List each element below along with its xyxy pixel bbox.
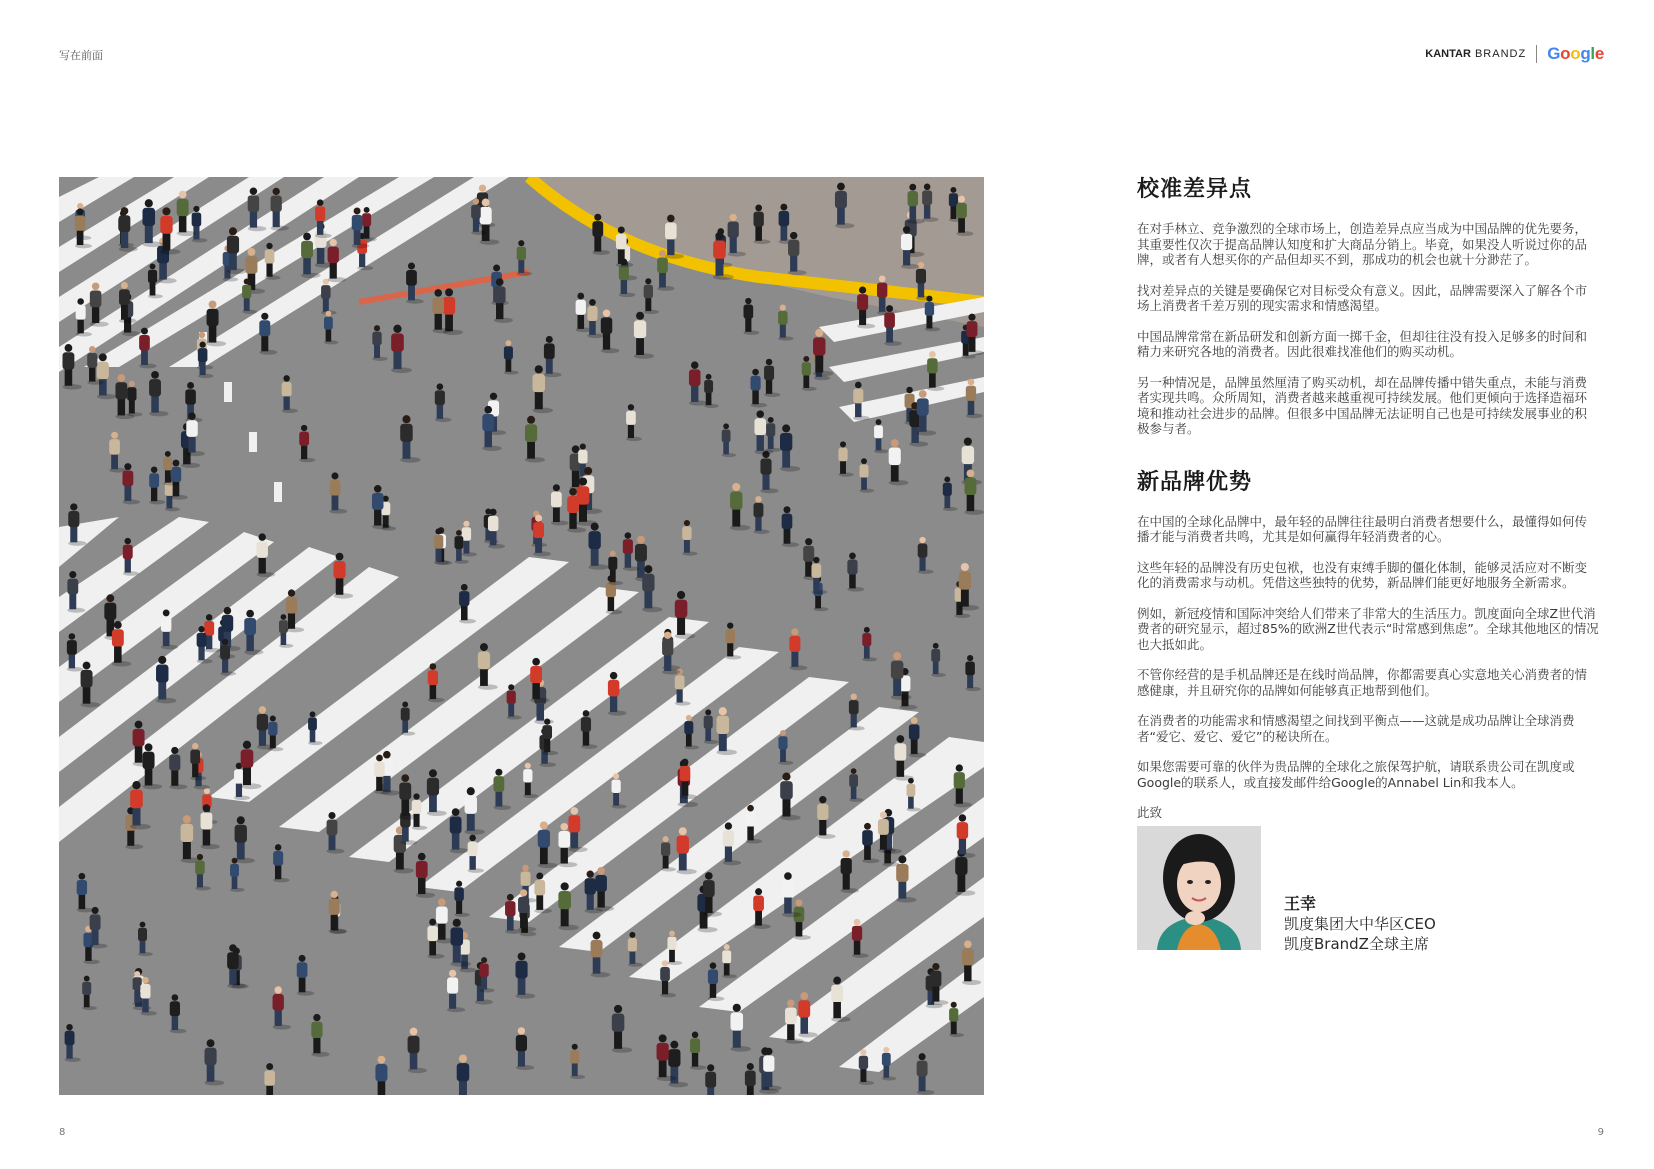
paragraph: 如果您需要可靠的伙伴为贵品牌的全球化之旅保驾护航，请联系贵公司在凯度或Google的联系人，或直接发邮件给Google的Annabel Lin和我本人。: [1137, 759, 1575, 790]
google-logo-letter: o: [1560, 44, 1571, 63]
paragraph: 不管你经营的是手机品牌还是在线时尚品牌，你都需要真心实意地关心消费者的情感健康，并且研究你的品牌如何能够真正地帮到他们。: [1137, 667, 1588, 698]
page-number-right: 9: [1597, 1127, 1604, 1138]
signer-name: 王幸: [1284, 894, 1317, 913]
section-heading-differentiation: 校准差异点: [1137, 177, 1253, 202]
kantar-logo-bold: KANTAR: [1425, 48, 1471, 60]
section-label: 写在前面: [59, 49, 103, 62]
paragraph: 在消费者的功能需求和情感渴望之间找到平衡点——这就是成功品牌让全球消费者“爱它、爱它、爱它”的秘诀所在。: [1137, 713, 1575, 744]
header-logos: [1425, 44, 1604, 64]
signature-block: [1137, 826, 1607, 952]
paragraph: 另一种情况是，品牌虽然厘清了购买动机，却在品牌传播中错失重点，未能与消费者实现共鸣。众所周知，消费者越来越重视可持续发展。他们更倾向于选择造福环境和推动社会进步的品牌。但很多中国品牌无法证明自己也是可持续发展事业的积极参与者。: [1137, 374, 1588, 436]
portrait-photo: [1137, 826, 1261, 950]
google-logo-letter: g: [1580, 44, 1591, 63]
signer-title: 凯度BrandZ全球主席: [1284, 935, 1429, 953]
kantar-brandz-logo: [1425, 48, 1526, 60]
crowd-crosswalk-photo: [59, 177, 984, 1095]
brandz-logo-text: BRANDZ: [1470, 48, 1527, 60]
signer-title: 凯度集团大中华区CEO: [1284, 915, 1436, 933]
google-logo-letter: G: [1547, 44, 1561, 63]
paragraph: 这些年轻的品牌没有历史包袱，也没有束缚手脚的僵化体制，能够灵活应对不断变化的消费需求与动机。凭借这些独特的优势，新品牌们能更好地服务全新需求。: [1137, 559, 1588, 590]
logo-divider: [1536, 45, 1537, 63]
paragraph: 找对差异点的关键是要确保它对目标受众有意义。因此，品牌需要深入了解各个市场上消费者千差万别的现实需求和情感渴望。: [1137, 282, 1588, 313]
page-number-left: 8: [59, 1127, 66, 1138]
section-heading-new-brand-advantage: 新品牌优势: [1137, 469, 1253, 495]
paragraph: 中国品牌常常在新品研发和创新方面一掷千金，但却往往没有投入足够多的时间和精力来研究各地的消费者。因此很难找准他们的购买动机。: [1137, 328, 1588, 359]
google-logo-letter: e: [1594, 44, 1604, 63]
paragraph: 例如，新冠疫情和国际冲突给人们带来了非常大的生活压力。凯度面向全球Z世代消费者的研究显示，超过85%的欧洲Z世代表示“时常感到焦虑”。全球其他地区的情况也大抵如此。: [1137, 605, 1599, 652]
signature-text: [1284, 894, 1436, 954]
paragraph: 在中国的全球化品牌中，最年轻的品牌往往最明白消费者想要什么，最懂得如何传播才能与消费者共鸣，尤其是如何赢得年轻消费者的心。: [1137, 513, 1588, 544]
google-logo-letter: o: [1570, 44, 1581, 63]
paragraph: 在对手林立、竞争激烈的全球市场上，创造差异点应当成为中国品牌的优先要务，其重要性仅次于提高品牌认知度和扩大商品分销上。毕竟，如果没人听说过你的品牌，或者有人想买你的产品但却买不到，那成功的机会也就十分渺茫了。: [1137, 221, 1588, 267]
closing-salutation: 此致: [1137, 805, 1163, 820]
article-text-column: [1137, 172, 1599, 836]
google-logo-letter: l: [1590, 44, 1595, 63]
google-logo: [1547, 44, 1604, 64]
